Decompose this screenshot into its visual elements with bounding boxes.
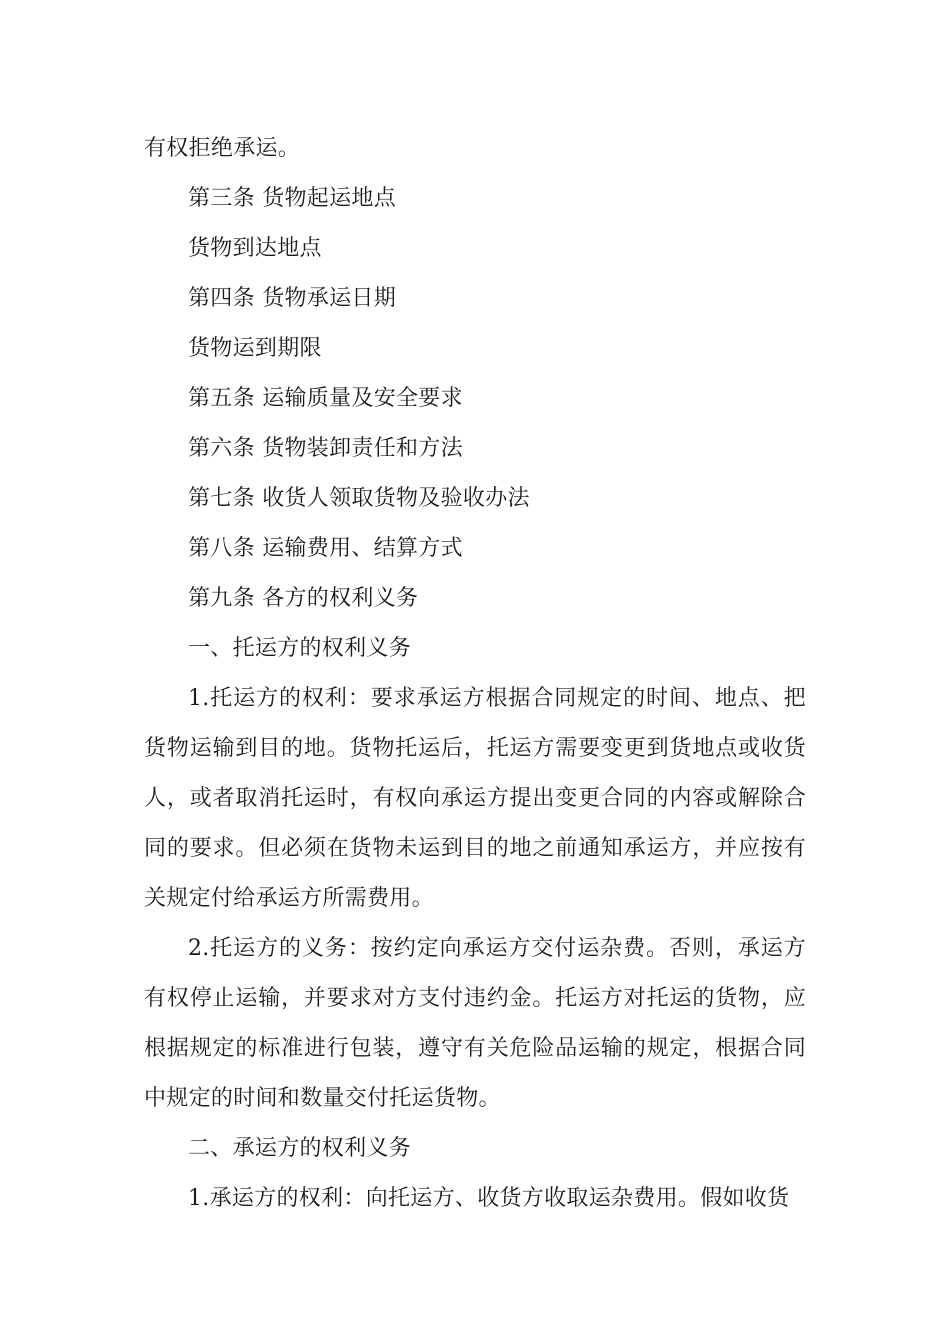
paragraph: 货物到达地点 <box>188 236 322 261</box>
paragraph: 二、承运方的权利义务 <box>188 1136 412 1161</box>
paragraph: 第九条 各方的权利义务 <box>188 586 419 611</box>
paragraph: 有权拒绝承运。 <box>144 136 301 161</box>
paragraph: 第七条 收货人领取货物及验收办法 <box>188 486 530 511</box>
paragraph: 货物运到期限 <box>188 336 322 361</box>
paragraph: 第八条 运输费用、结算方式 <box>188 536 463 561</box>
paragraph: 第五条 运输质量及安全要求 <box>188 386 463 411</box>
paragraph: 1.承运方的权利：向托运方、收货方收取运杂费用。假如收货 <box>188 1186 790 1211</box>
paragraph: 第四条 货物承运日期 <box>188 286 396 311</box>
paragraph: 2.托运方的义务：按约定向承运方交付运杂费。否则，承运方有权停止运输，并要求对方支付违约金。托运方对托运的货物，应根据规定的标准进行包装，遵守有关危险品运输的规定，根据合同中规定的时间和数量交付托运货物。 <box>144 936 806 1111</box>
paragraph: 第六条 货物装卸责任和方法 <box>188 436 463 461</box>
paragraph: 一、托运方的权利义务 <box>188 636 412 661</box>
paragraph: 第三条 货物起运地点 <box>188 186 396 211</box>
paragraph: 1.托运方的权利：要求承运方根据合同规定的时间、地点、把货物运输到目的地。货物托运后，托运方需要变更到货地点或收货人，或者取消托运时，有权向承运方提出变更合同的内容或解除合同的要求。但必须在货物未运到目的地之前通知承运方，并应按有关规定付给承运方所需费用。 <box>144 686 806 911</box>
document-body <box>144 124 806 1224</box>
